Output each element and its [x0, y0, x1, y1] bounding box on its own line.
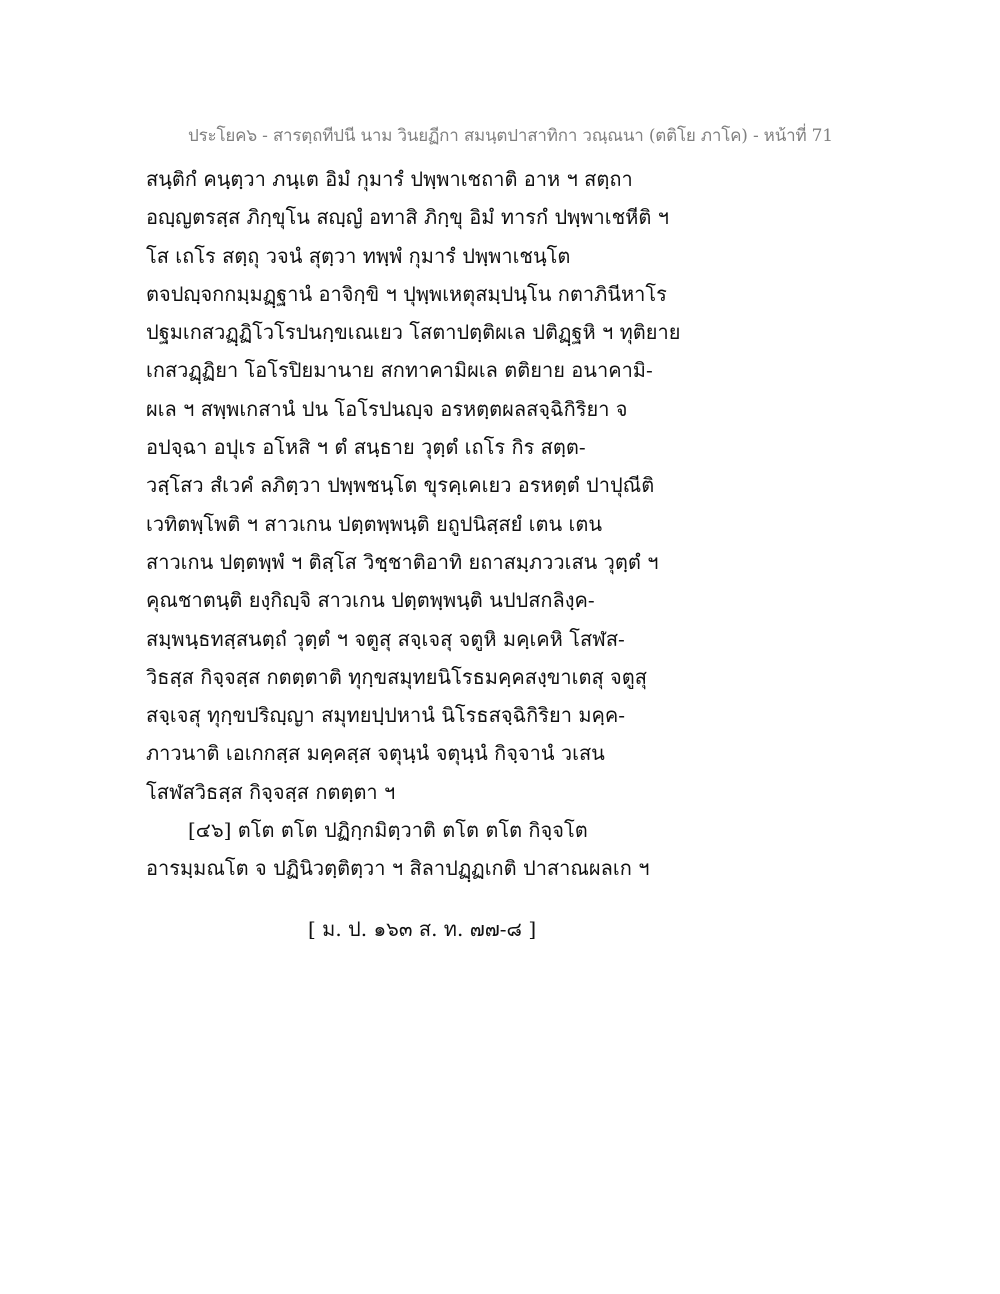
text-line: สจฺเจสุ ทุกฺขปริญฺญา สมุทยปฺปหานํ นิโรธสจฺฉิกิริยา มคฺค- [146, 703, 626, 728]
citation-reference: [ ม. ป. ๑๖๓ ส. ท. ๗๗-๘ ] [308, 917, 537, 941]
text-line: ผเล ฯ สพฺพเกสานํ ปน โอโรปนญฺจ อรหตฺตผลสจฺฉิกิริยา จ [146, 396, 628, 421]
text-line: โสฬสวิธสฺส กิจฺจสฺส กตตฺตา ฯ [146, 779, 396, 804]
text-line: โส เถโร สตฺถุ วจนํ สุตฺวา ทพฺพํ กุมารํ ปพฺพาเชนฺโต [146, 243, 571, 268]
text-line: ปฐมเกสวฏฺฏิโวโรปนกฺขเณเยว โสตาปตฺติผเล ปติฏฺฐหิ ฯ ทุติยาย [146, 320, 681, 345]
text-line: สาวเกน ปตฺตพฺพํ ฯ ติสฺโส วิชฺชาติอาทิ ยถาสมฺภววเสน วุตฺตํ ฯ [146, 549, 659, 574]
text-line: คุณชาตนฺติ ยงฺกิญฺจิ สาวเกน ปตฺตพฺพนฺติ นปปสกลิงฺค- [146, 588, 595, 613]
text-line: สมฺพนฺธทสฺสนตฺถํ วุตฺตํ ฯ จตูสุ สจฺเจสุ จตูหิ มคฺเคหิ โสฬส- [146, 626, 625, 651]
text-line: วสฺโสว สํเวคํ ลภิตฺวา ปพฺพชนฺโต ขุรคฺเคเยว อรหตฺตํ ปาปุณีติ [146, 473, 655, 498]
running-header: ประโยค๖ - สารตฺถทีปนี นาม วินยฏีกา สมนฺตปาสาทิกา วณฺณนา (ตติโย ภาโค) - หน้าที่ 71 [188, 126, 833, 146]
text-line: อารมฺมณโต จ ปฏินิวตฺติตฺวา ฯ สิลาปฏฺฏเกติ ปาสาณผลเก ฯ [146, 856, 650, 881]
text-line: เวทิตพฺโพติ ฯ สาวเกน ปตฺตพฺพนฺติ ยถูปนิสฺสยํ เตน เตน [146, 511, 603, 536]
text-line: อญฺญตรสฺส ภิกฺขุโน สญฺญํ อทาสิ ภิกฺขุ อิมํ ทารกํ ปพฺพาเชหีติ ฯ [146, 205, 669, 230]
text-line: เกสวฏฺฏิยา โอโรปิยมานาย สกทาคามิผเล ตติยาย อนาคามิ- [146, 358, 653, 383]
text-line: ภาวนาติ เอเกกสฺส มคฺคสฺส จตุนฺนํ จตุนฺนํ กิจฺจานํ วเสน [146, 741, 605, 766]
body-text [146, 160, 686, 888]
paragraph-start-line: [๔๖] ตโต ตโต ปฏิกฺกมิตฺวาติ ตโต ตโต กิจฺจโต [188, 818, 588, 843]
text-line: ตจปญฺจกกมฺมฏฺฐานํ อาจิกฺขิ ฯ ปุพฺพเหตุสมฺปนฺโน กตาภินีหาโร [146, 281, 667, 306]
text-line: สนฺติกํ คนฺตฺวา ภนฺเต อิมํ กุมารํ ปพฺพาเชถาติ อาห ฯ สตฺถา [146, 167, 633, 191]
text-line: อปจฺฉา อปุเร อโหสิ ฯ ตํ สนฺธาย วุตฺตํ เถโร กิร สตฺต- [146, 435, 586, 460]
text-line: วิธสฺส กิจฺจสฺส กตตฺตาติ ทุกฺขสมุทยนิโรธมคฺคสงฺขาเตสุ จตูสุ [146, 664, 647, 689]
